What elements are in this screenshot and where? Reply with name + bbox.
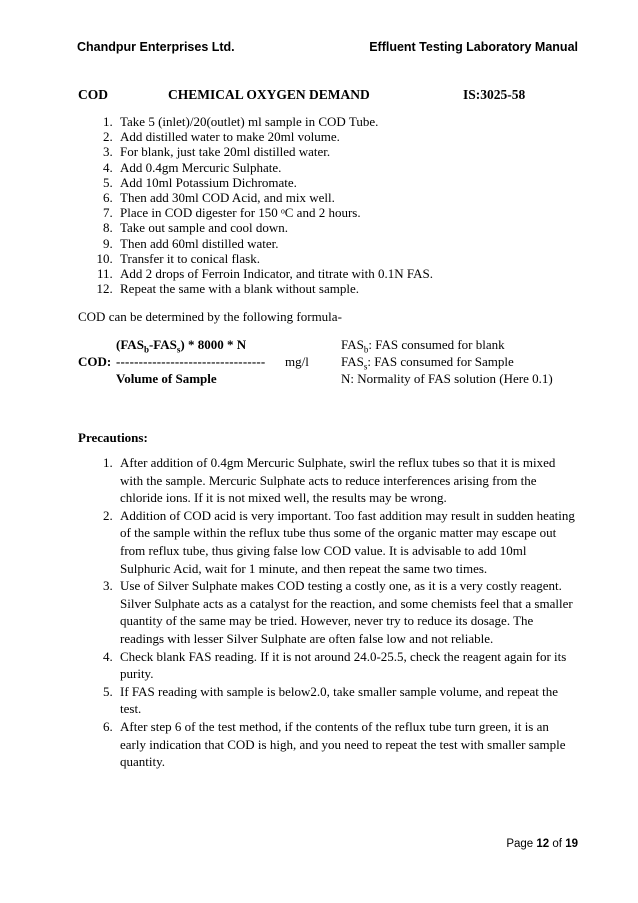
list-item: 3. Use of Silver Sulphate makes COD testing a costly one, as it is a very costly reagent. Silver Sulphate acts as a catalyst for the reaction, and some chemists feel that a smaller quantity of the same may be tried. However, never try to reduce its dosage. The readings with lesser Silver Sulphate are often false low and not reliable. [116,577,578,647]
legend-fas-sample [341,354,514,372]
list-item: 11. Add 2 drops of Ferroin Indicator, and titrate with 0.1N FAS. [116,266,433,281]
legend-text: : FAS consumed for blank [368,337,505,352]
section-standard: IS:3025-58 [463,87,526,102]
list-item: 2. Add distilled water to make 20ml volume. [116,129,433,144]
section-code: COD [78,87,108,102]
formula-sub-s: s [176,344,181,355]
legend-normality [341,371,553,387]
of-word: of [552,838,562,850]
legend-sub: s [363,361,368,372]
list-item: 9. Then add 60ml distilled water. [116,236,433,251]
legend-term: FAS [341,354,364,369]
list-item: 5. If FAS reading with sample is below2.0, take smaller sample volume, and repeat the test. [116,683,578,718]
list-item: 2. Addition of COD acid is very important. Too fast addition may result in sudden heating of the sample within the reflux tube thus some of the organic matter may escape out from reflux tube, thus giving false low COD value. It is advisable to add 10ml Sulphuric Acid, wait for 1 minute, and then repeat the same two times. [116,507,578,577]
page-word: Page [506,838,534,850]
current-page: 12 [536,838,550,850]
formula-numerator [116,337,246,355]
formula-numerator-tail: ) * 8000 * N [180,337,247,352]
list-item: 5. Add 10ml Potassium Dichromate. [116,175,433,190]
formula-sub-b: b [143,344,149,355]
list-item: 4. Add 0.4gm Mercuric Sulphate. [116,160,433,175]
precautions-heading: Precautions: [78,430,148,445]
formula-denominator: Volume of Sample [116,371,217,386]
list-item: 10. Transfer it to conical flask. [116,251,433,266]
legend-term: FAS [341,337,364,352]
cod-formula [78,337,588,387]
total-pages: 19 [565,838,578,850]
precautions-list [78,454,578,771]
formula-unit: mg/l [285,354,309,369]
formula-intro: COD can be determined by the following formula- [78,309,342,324]
list-item: 6. After step 6 of the test method, if the contents of the reflux tube turn green, it is an early indication that COD is high, and you need to repeat the test with smaller sample quantity. [116,718,578,771]
formula-minus: -FAS [148,337,177,352]
formula-label: COD: [78,354,112,369]
list-item: 6. Then add 30ml COD Acid, and mix well. [116,190,433,205]
list-item: 7. Place in COD digester for 150 ᵒC and 2 hours. [116,205,433,220]
legend-fas-blank [341,337,505,355]
legend-sub: b [363,344,369,355]
legend-text: : FAS consumed for Sample [367,354,514,369]
section-name: CHEMICAL OXYGEN DEMAND [168,87,370,102]
page-number [506,838,578,850]
list-item: 12. Repeat the same with a blank without sample. [116,281,433,296]
list-item: 3. For blank, just take 20ml distilled water. [116,144,433,159]
legend-text: : Normality of FAS solution (Here 0.1) [350,371,553,386]
list-item: 1. After addition of 0.4gm Mercuric Sulphate, swirl the reflux tubes so that it is mixed with the sample. Mercuric Sulphate acts to reduce interferences arising from the chloride ions. If it is not mixed well, the results may be wrong. [116,454,578,507]
list-item: 8. Take out sample and cool down. [116,220,433,235]
list-item: 1. Take 5 (inlet)/20(outlet) ml sample in COD Tube. [116,114,433,129]
procedure-steps [78,114,433,296]
header-manual-title: Effluent Testing Laboratory Manual [369,40,578,54]
header-company: Chandpur Enterprises Ltd. [77,40,235,54]
formula-fraction-line: --------------------------------- [116,354,266,369]
list-item: 4. Check blank FAS reading. If it is not around 24.0-25.5, check the reagent again for its purity. [116,648,578,683]
legend-term: N [341,371,351,386]
formula-open: (FAS [116,337,144,352]
